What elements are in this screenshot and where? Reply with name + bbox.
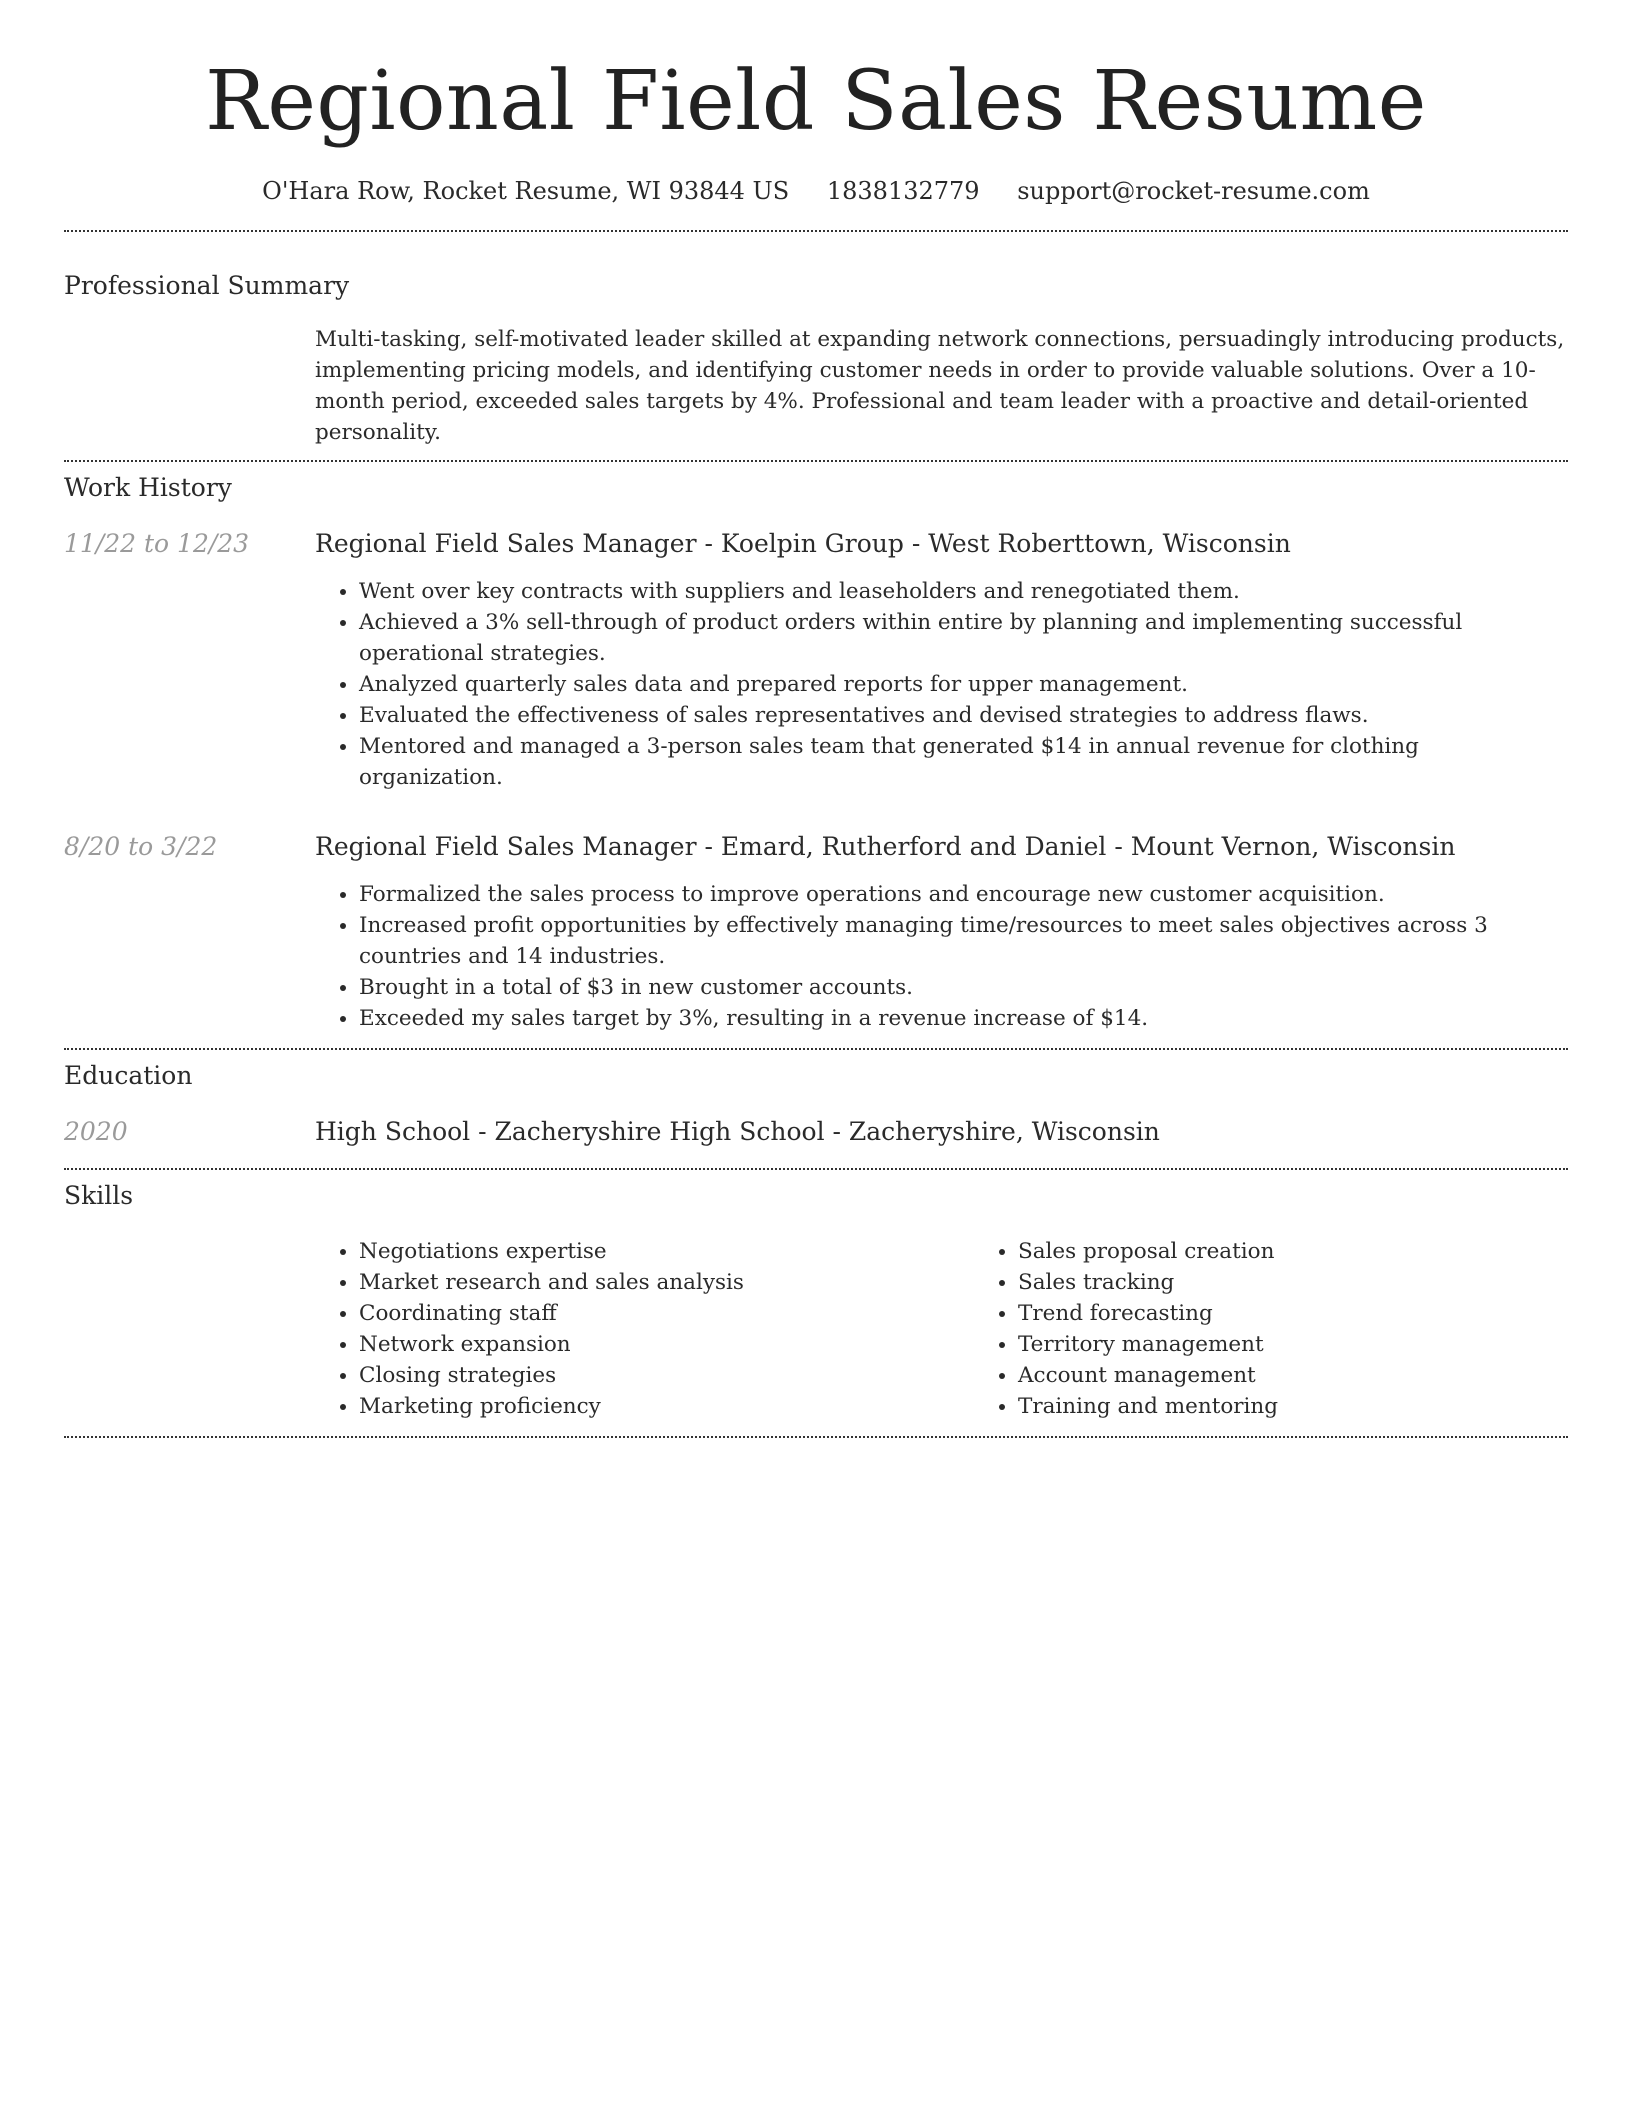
summary-text: Multi-tasking, self-motivated leader skilled at expanding network connections, persuadingly introducing products, implementing pricing models, and identifying customer needs in order to provide valuable solutions. Over a 10-month period, exceeded sales targets by 4%. Professional and team leader with a proactive and detail-oriented personality. — [315, 327, 1565, 445]
divider — [64, 460, 1568, 462]
skill-item: • Coordinating staff — [359, 1298, 974, 1329]
skill-item: • Market research and sales analysis — [359, 1267, 974, 1298]
skill-item: • Network expansion — [359, 1329, 974, 1360]
skills-section — [64, 1178, 1568, 1422]
education-year: 2020 — [64, 1117, 128, 1146]
job-bullet: • Formalized the sales process to improve operations and encourage new customer acquisition. — [359, 879, 1568, 910]
education-heading: High School - Zacheryshire High School - Zacheryshire, Wisconsin — [315, 1117, 1160, 1146]
divider — [64, 230, 1568, 232]
contact-address: O'Hara Row, Rocket Resume, WI 93844 US — [262, 177, 790, 205]
skill-item: • Training and mentoring — [1018, 1391, 1568, 1422]
job-entry — [64, 526, 1568, 793]
job-bullet: • Brought in a total of $3 in new customer accounts. — [359, 972, 1568, 1003]
job-bullet: • Achieved a 3% sell-through of product orders within entire by planning and implementing successful operational strategies. — [359, 607, 1568, 669]
skills-spacer — [64, 1236, 315, 1422]
job-heading: Regional Field Sales Manager - Emard, Rutherford and Daniel - Mount Vernon, Wisconsin — [315, 832, 1456, 861]
job-entry — [64, 829, 1568, 1034]
skill-item: • Account management — [1018, 1360, 1568, 1391]
job-bullets — [315, 576, 1568, 793]
contact-email: support@rocket-resume.com — [1017, 177, 1370, 205]
divider — [64, 1168, 1568, 1170]
skill-item: • Negotiations expertise — [359, 1236, 974, 1267]
section-title-summary: Professional Summary — [64, 271, 350, 300]
skill-item: • Marketing proficiency — [359, 1391, 974, 1422]
skill-item: • Trend forecasting — [1018, 1298, 1568, 1329]
skills-list-left — [315, 1236, 974, 1422]
job-dates: 8/20 to 3/22 — [64, 832, 218, 861]
job-heading: Regional Field Sales Manager - Koelpin Group - West Roberttown, Wisconsin — [315, 529, 1291, 558]
divider — [64, 1048, 1568, 1050]
skill-item: • Sales tracking — [1018, 1267, 1568, 1298]
job-bullet: • Mentored and managed a 3-person sales team that generated $14 in annual revenue for clothing organization. — [359, 731, 1568, 793]
job-bullet: • Increased profit opportunities by effectively managing time/resources to meet sales objectives across 3 countries and 14 industries. — [359, 910, 1568, 972]
resume-title: Regional Field Sales Resume — [205, 54, 1427, 149]
section-title-education: Education — [64, 1061, 193, 1090]
job-bullet: • Evaluated the effectiveness of sales representatives and devised strategies to address flaws. — [359, 700, 1568, 731]
skills-grid — [315, 1236, 1568, 1422]
job-bullet: • Exceeded my sales target by 3%, resulting in a revenue increase of $14. — [359, 1003, 1568, 1034]
divider — [64, 1436, 1568, 1438]
section-title-work-history: Work History — [64, 473, 232, 502]
job-bullet: • Analyzed quarterly sales data and prepared reports for upper management. — [359, 669, 1568, 700]
contact-line — [64, 174, 1568, 208]
section-title-skills: Skills — [64, 1181, 134, 1210]
job-dates: 11/22 to 12/23 — [64, 529, 250, 558]
contact-phone: 1838132779 — [826, 177, 980, 205]
skill-item: • Closing strategies — [359, 1360, 974, 1391]
summary-section — [64, 268, 1568, 448]
education-entry — [64, 1114, 1568, 1150]
skill-item: • Sales proposal creation — [1018, 1236, 1568, 1267]
summary-spacer — [64, 324, 315, 448]
skills-list-right — [974, 1236, 1568, 1422]
education-section — [64, 1058, 1568, 1150]
job-bullet: • Went over key contracts with suppliers and leaseholders and renegotiated them. — [359, 576, 1568, 607]
job-bullets — [315, 879, 1568, 1034]
work-history-section — [64, 470, 1568, 1034]
skill-item: • Territory management — [1018, 1329, 1568, 1360]
